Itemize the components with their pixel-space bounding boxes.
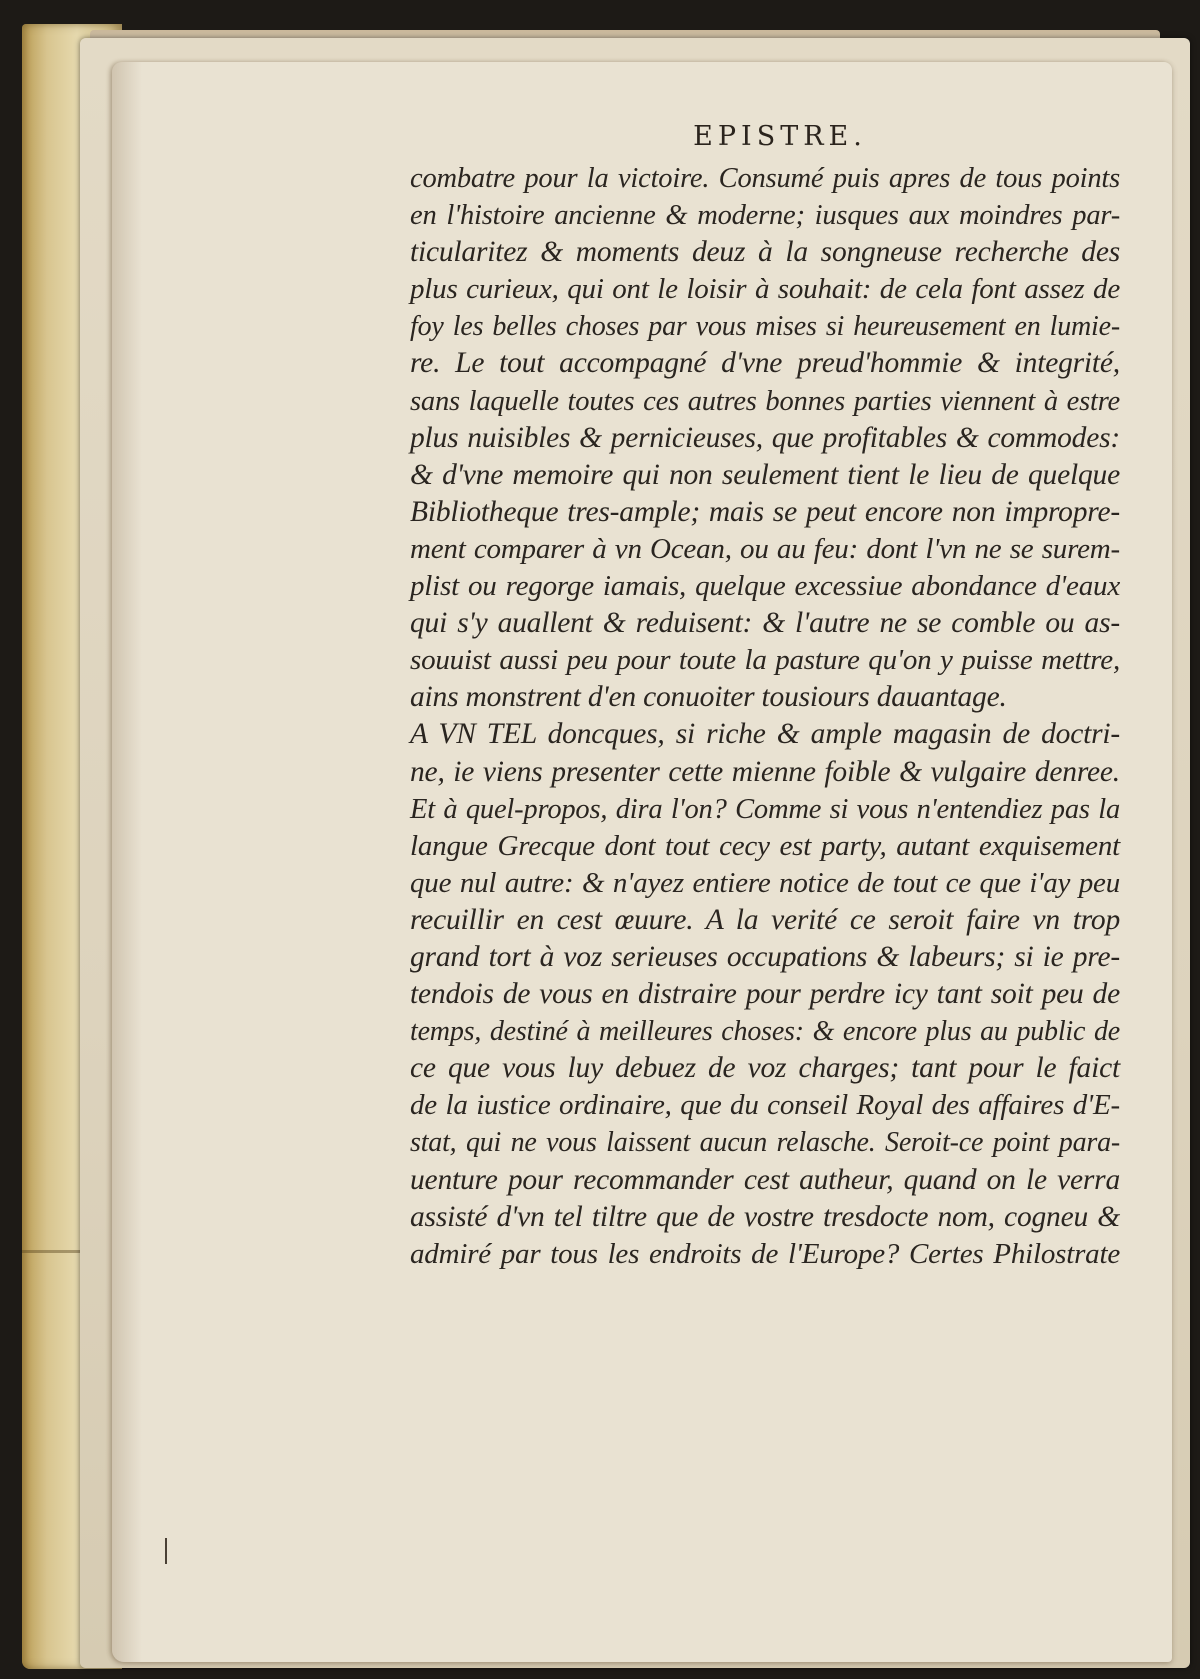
text-line: que nul autre: & n'ayez entiere notice de tout ce que i'ay peu xyxy=(410,866,1120,899)
text-line: tendois de vous en distraire pour perdre icy tant soit peu de xyxy=(410,978,1120,1011)
text-line: de la iustice ordinaire, que du conseil Royal des affaires d'E- xyxy=(410,1089,1120,1122)
text-line: admiré par tous les endroits de l'Europe? Certes Philostrate xyxy=(410,1237,1120,1270)
text-line: recuillir en cest œuure. A la verité ce seroit faire vn trop xyxy=(410,903,1120,936)
text-line: Bibliotheque tres-ample; mais se peut encore non impropre- xyxy=(410,495,1120,528)
text-line-paragraph-start: A VN TEL doncques, si riche & ample magasin de doctri- xyxy=(410,718,1120,751)
text-line: qui s'y auallent & reduisent: & l'autre ne se comble ou as- xyxy=(410,607,1120,640)
text-line: grand tort à voz serieuses occupations & labeurs; si ie pre- xyxy=(410,940,1120,973)
text-line: stat, qui ne vous laissent aucun relasche. Seroit-ce point para- xyxy=(410,1127,1120,1159)
text-line: ment comparer à vn Ocean, ou au feu: dont l'vn ne se surem- xyxy=(410,532,1120,565)
text-line: sans laquelle toutes ces autres bonnes parties viennent à estre xyxy=(410,385,1120,417)
text-line: langue Grecque dont tout cecy est party, autant exquisement xyxy=(410,829,1120,862)
text-line: uenture pour recommander cest autheur, quand on le verra xyxy=(410,1163,1120,1196)
text-line: combatre pour la victoire. Consumé puis apres de tous points xyxy=(410,163,1120,194)
text-line: plus curieux, qui ont le loisir à souhait: de cela font assez de xyxy=(410,273,1120,306)
text-line: ne, ie viens presenter cette mienne foible & vulgaire denree. xyxy=(410,755,1120,788)
text-line: temps, destiné à meilleures choses: & encore plus au public de xyxy=(410,1016,1120,1048)
text-line: ce que vous luy debuez de voz charges; tant pour le faict xyxy=(410,1052,1120,1085)
running-head: EPISTRE. xyxy=(693,121,867,152)
text-line: foy les belles choses par vous mises si heureusement en lumie- xyxy=(410,311,1120,343)
text-line: re. Le tout accompagné d'vne preud'hommie & integrité, xyxy=(410,347,1120,380)
text-line: Et à quel-propos, dira l'on? Comme si vous n'entendiez pas la xyxy=(410,793,1120,825)
text-line: en l'histoire ancienne & moderne; iusques aux moindres par- xyxy=(410,200,1120,232)
text-line: & d'vne memoire qui non seulement tient le lieu de quelque xyxy=(410,458,1120,491)
text-line: assisté d'vn tel tiltre que de vostre tresdocte nom, cogneu & xyxy=(410,1200,1120,1233)
text-line-paragraph-end: ains monstrent d'en conuoiter tousiours dauantage. xyxy=(410,681,1007,714)
text-block xyxy=(410,118,1120,1273)
text-line: souuist aussi peu pour toute la pasture qu'on y puisse mettre, xyxy=(410,644,1120,677)
text-line: plus nuisibles & pernicieuses, que profitables & commodes: xyxy=(410,421,1120,454)
text-line: plist ou regorge iamais, quelque excessiue abondance d'eaux xyxy=(410,570,1120,603)
page-blemish xyxy=(165,1538,167,1564)
binding-crease xyxy=(22,1250,82,1253)
page-gutter-shadow xyxy=(112,62,142,1662)
text-line: ticularitez & moments deuz à la songneuse recherche des xyxy=(410,236,1120,269)
